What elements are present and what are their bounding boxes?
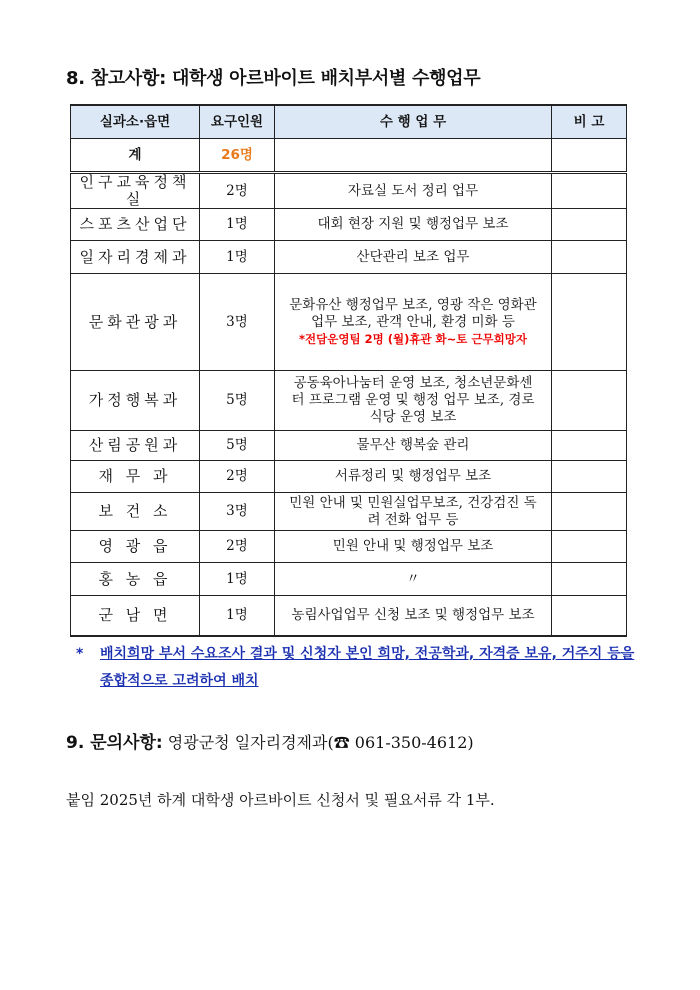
note-cell <box>552 274 627 371</box>
count-cell: 3명 <box>200 493 275 531</box>
total-task <box>275 139 552 173</box>
task-cell <box>275 173 552 209</box>
count-cell: 1명 <box>200 563 275 596</box>
table-row <box>71 431 627 461</box>
department-task-table <box>70 104 627 637</box>
task-cell <box>275 431 552 461</box>
count-cell: 1명 <box>200 596 275 636</box>
task-text: 대회 현장 지원 및 행정업무 보조 <box>317 216 509 232</box>
note-cell <box>552 241 627 274</box>
count-cell: 1명 <box>200 241 275 274</box>
table-row <box>71 493 627 531</box>
task-cell <box>275 531 552 563</box>
note-star: * <box>76 646 84 662</box>
task-cell <box>275 371 552 431</box>
header-task: 수 행 업 무 <box>275 105 552 139</box>
contact-label: 9. 문의사항: <box>66 733 163 753</box>
total-note <box>552 139 627 173</box>
task-text: 서류정리 및 행정업무 보조 <box>334 468 492 484</box>
table-row <box>71 563 627 596</box>
task-cell <box>275 596 552 636</box>
table-row <box>71 241 627 274</box>
note-cell <box>552 431 627 461</box>
task-text: 물무산 행복숲 관리 <box>356 437 470 453</box>
task-special-note: *전담운영팀 2명 (월)휴관 화~토 근무희망자 <box>299 331 527 346</box>
count-cell: 5명 <box>200 431 275 461</box>
dept-cell: 군 남 면 <box>71 596 200 636</box>
table-row <box>71 531 627 563</box>
note-cell <box>552 209 627 241</box>
dept-cell: 가정행복과 <box>71 371 200 431</box>
task-cell <box>275 563 552 596</box>
table-header-row <box>71 105 627 139</box>
dept-cell: 일자리경제과 <box>71 241 200 274</box>
dept-cell: 보 건 소 <box>71 493 200 531</box>
dept-cell: 산림공원과 <box>71 431 200 461</box>
contact-phone: 061-350-4612) <box>349 733 474 752</box>
dept-cell: 문화관광과 <box>71 274 200 371</box>
count-cell: 2명 <box>200 531 275 563</box>
task-text: 자료실 도서 정리 업무 <box>347 182 479 199</box>
note-text: 배치희망 부서 수요조사 결과 및 신청자 본인 희망, 전공학과, 자격증 보유, 거주지 등을 종합적으로 고려하여 배치 <box>100 646 635 689</box>
count-cell: 2명 <box>200 461 275 493</box>
dept-cell: 홍 농 읍 <box>71 563 200 596</box>
task-cell <box>275 241 552 274</box>
dept-cell: 인구교육정책실 <box>71 173 200 209</box>
task-text: 〃 <box>406 570 420 587</box>
attachment-line: 붙임 2025년 하계 대학생 아르바이트 신청서 및 필요서류 각 1부. <box>66 791 495 809</box>
total-row <box>71 139 627 173</box>
task-text: 공동육아나눔터 운영 보조, 청소년문화센터 프로그램 운영 및 행정 업무 보조, 경로식당 운영 보조 <box>291 375 535 425</box>
note-cell <box>552 173 627 209</box>
count-cell: 3명 <box>200 274 275 371</box>
dept-cell: 스포츠산업단 <box>71 209 200 241</box>
task-text: 문화유산 행정업무 보조, 영광 작은 영화관 업무 보조, 관객 안내, 환경 미화 등 <box>289 296 537 330</box>
task-text: 민원 안내 및 민원실업무보조, 건강검진 독려 전화 업무 등 <box>289 494 537 528</box>
table-row <box>71 371 627 431</box>
contact-dept: 영광군청 일자리경제과( <box>167 733 334 752</box>
task-text: 산단관리 보조 업무 <box>356 248 470 265</box>
count-cell: 5명 <box>200 371 275 431</box>
table-row <box>71 274 627 371</box>
count-cell: 1명 <box>200 209 275 241</box>
task-cell <box>275 493 552 531</box>
header-note: 비 고 <box>552 105 627 139</box>
header-count: 요구인원 <box>200 105 275 139</box>
task-text: 민원 안내 및 행정업무 보조 <box>332 538 494 554</box>
task-cell <box>275 461 552 493</box>
total-count: 26명 <box>200 139 275 173</box>
phone-icon: ☎ <box>333 733 350 752</box>
note-cell <box>552 596 627 636</box>
note-cell <box>552 371 627 431</box>
table-row <box>71 173 627 209</box>
dept-cell: 재 무 과 <box>71 461 200 493</box>
section-8-title: 8. 참고사항: 대학생 아르바이트 배치부서별 수행업무 <box>66 68 481 89</box>
placement-note <box>76 641 646 695</box>
table-row <box>71 596 627 636</box>
header-dept: 실과소·읍면 <box>71 105 200 139</box>
count-cell: 2명 <box>200 173 275 209</box>
table-row <box>71 461 627 493</box>
note-cell <box>552 461 627 493</box>
task-cell <box>275 209 552 241</box>
total-label: 계 <box>71 139 200 173</box>
task-text: 농림사업업무 신청 보조 및 행정업무 보조 <box>291 606 535 623</box>
note-cell <box>552 563 627 596</box>
note-cell <box>552 493 627 531</box>
dept-cell: 영 광 읍 <box>71 531 200 563</box>
task-cell <box>275 274 552 371</box>
table-row <box>71 209 627 241</box>
section-9-contact <box>66 728 474 753</box>
note-cell <box>552 531 627 563</box>
